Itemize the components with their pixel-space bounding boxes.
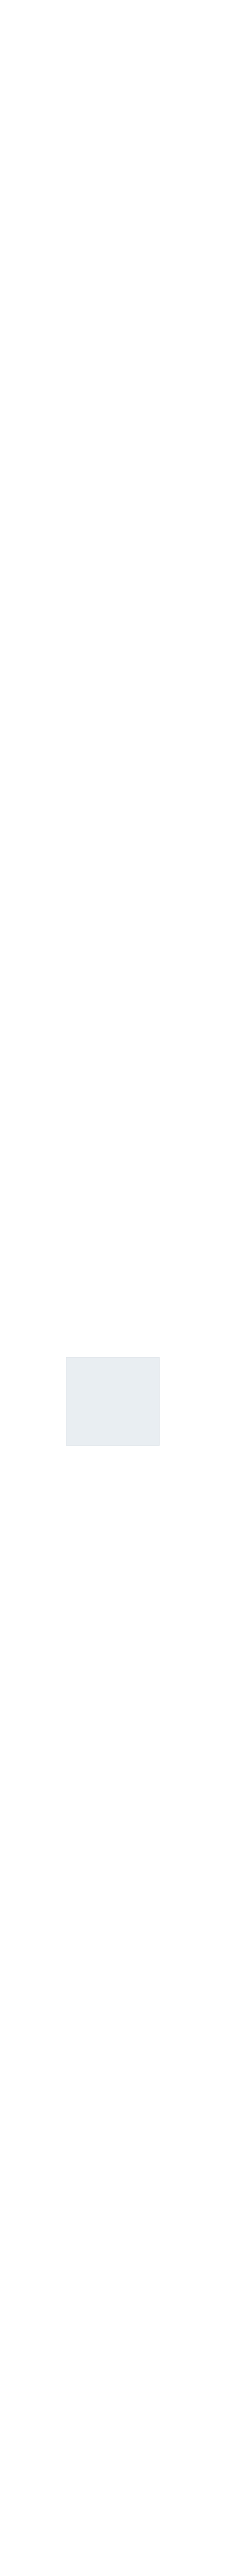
paragraph xyxy=(5,989,220,1041)
figure xyxy=(5,1357,220,1456)
paragraph xyxy=(5,2273,220,2325)
paragraph xyxy=(5,504,220,555)
paragraph xyxy=(5,1240,220,1291)
paragraph xyxy=(5,1298,220,1350)
paragraph xyxy=(5,563,220,614)
paragraph xyxy=(5,1048,220,1099)
paragraph xyxy=(5,312,220,364)
section-heading xyxy=(5,2391,220,2401)
paragraph xyxy=(5,2097,220,2148)
article-image xyxy=(66,1357,160,1446)
section xyxy=(5,1463,220,1765)
section xyxy=(5,2391,220,2576)
paragraph xyxy=(5,1788,220,1839)
paragraph xyxy=(5,621,220,673)
section-heading xyxy=(5,1107,220,1117)
paragraph xyxy=(5,739,220,790)
paragraph xyxy=(5,2332,220,2383)
section-heading xyxy=(5,121,220,131)
figure-caption xyxy=(5,1448,220,1456)
section-heading xyxy=(5,1772,220,1783)
section xyxy=(5,2081,220,2383)
intro-paragraph xyxy=(5,62,220,113)
section-heading xyxy=(5,430,220,440)
paragraph xyxy=(5,1714,220,1765)
section xyxy=(5,430,220,790)
paragraph xyxy=(5,136,220,188)
paragraph xyxy=(5,1905,220,1957)
paragraph xyxy=(5,1181,220,1232)
section-heading xyxy=(5,798,220,808)
paragraph xyxy=(5,2214,220,2266)
section xyxy=(5,121,220,422)
paragraph xyxy=(5,2523,220,2575)
section xyxy=(5,1107,220,1350)
paragraph xyxy=(5,2156,220,2207)
paragraph xyxy=(5,1122,220,1174)
section-heading xyxy=(5,2081,220,2092)
paragraph xyxy=(5,1964,220,2015)
section-heading xyxy=(5,1463,220,1473)
paragraph xyxy=(5,195,220,246)
paragraph xyxy=(5,1655,220,1706)
paragraph xyxy=(5,813,220,865)
paragraph xyxy=(5,1537,220,1589)
paragraph xyxy=(5,680,220,732)
section xyxy=(5,1772,220,2074)
section xyxy=(5,798,220,1099)
paragraph xyxy=(5,253,220,305)
paragraph xyxy=(5,445,220,497)
paragraph xyxy=(5,1596,220,1648)
paragraph xyxy=(5,930,220,982)
paragraph xyxy=(5,872,220,923)
intro-paragraph xyxy=(5,3,220,55)
paragraph xyxy=(5,1846,220,1898)
paragraph xyxy=(5,2023,220,2074)
paragraph xyxy=(5,1479,220,1530)
paragraph xyxy=(5,371,220,422)
paragraph xyxy=(5,2465,220,2516)
paragraph xyxy=(5,2406,220,2458)
